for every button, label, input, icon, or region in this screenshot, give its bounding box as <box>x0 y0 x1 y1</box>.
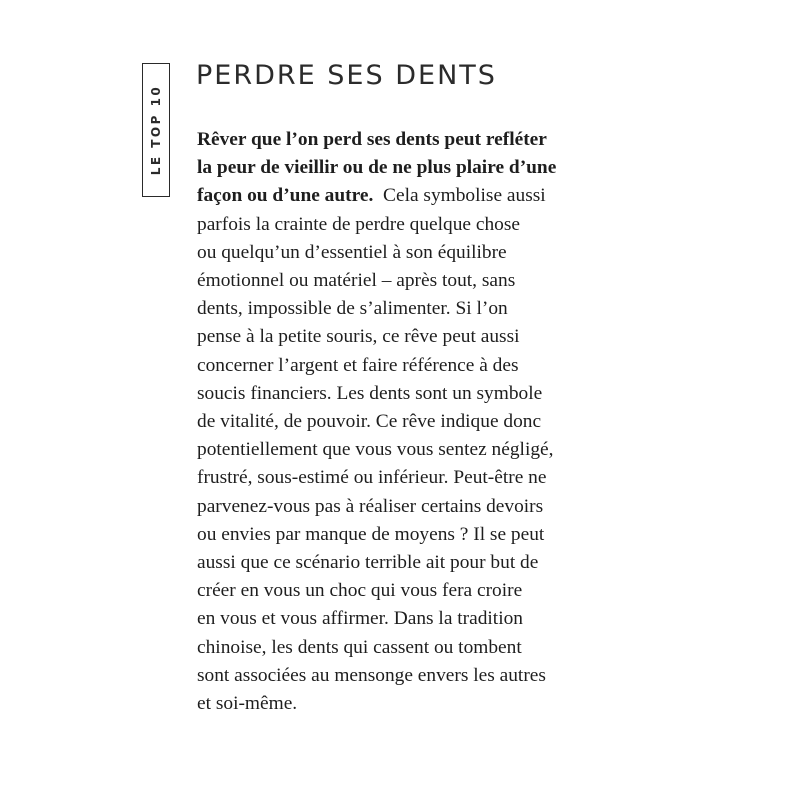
text-line <box>197 380 617 408</box>
section-tab <box>142 63 170 197</box>
text-line <box>197 154 617 182</box>
lead-text: Rêver que l’on perd ses dents peut refléter <box>197 129 547 150</box>
body-text-segment: aussi que ce scénario terrible ait pour but de <box>197 552 539 574</box>
article-body <box>197 126 617 718</box>
body-text-segment: ou quelqu’un d’essentiel à son équilibre <box>197 241 507 263</box>
text-line <box>197 182 617 210</box>
text-line <box>197 436 617 464</box>
text-line <box>197 549 617 577</box>
lead-text: façon ou d’une autre. <box>197 185 374 207</box>
body-text-segment: Cela symbolise aussi <box>373 185 546 207</box>
body-text-segment: de vitalité, de pouvoir. Ce rêve indique donc <box>197 411 542 433</box>
text-line <box>197 408 617 436</box>
lead-text: la peur de vieillir ou de ne plus plaire d’une <box>197 157 557 179</box>
body-text-segment: dents, impossible de s’alimenter. Si l’on <box>197 298 508 320</box>
body-text-segment: potentiellement que vous vous sentez négligé, <box>197 439 554 461</box>
text-line <box>197 352 617 380</box>
body-text-segment: créer en vous un choc qui vous fera croire <box>197 580 523 602</box>
body-text-segment: ou envies par manque de moyens ? Il se peut <box>197 523 545 545</box>
text-line <box>197 605 617 633</box>
text-line <box>197 267 617 295</box>
text-line <box>197 634 617 662</box>
page-title: PERDRE SES DENTS <box>196 60 497 91</box>
body-text-segment: concerner l’argent et faire référence à des <box>197 354 519 376</box>
body-text-segment: parvenez-vous pas à réaliser certains devoirs <box>197 495 544 517</box>
text-line <box>197 690 617 718</box>
text-line <box>197 211 617 239</box>
body-text-segment: parfois la crainte de perdre quelque chose <box>197 213 521 235</box>
text-line <box>197 464 617 492</box>
body-text-segment: sont associées au mensonge envers les autres <box>197 664 546 686</box>
text-line <box>197 295 617 323</box>
body-text-segment: en vous et vous affirmer. Dans la tradition <box>197 608 523 630</box>
body-text-segment: chinoise, les dents qui cassent ou tombent <box>197 636 522 658</box>
text-line <box>197 323 617 351</box>
section-tab-label: LE TOP 10 <box>149 84 163 176</box>
text-line <box>197 521 617 549</box>
text-line <box>197 577 617 605</box>
body-text-segment: frustré, sous-estimé ou inférieur. Peut-être ne <box>197 467 547 489</box>
text-line <box>197 662 617 690</box>
text-line <box>197 493 617 521</box>
body-text-segment: et soi-même. <box>197 693 298 715</box>
body-text-segment: pense à la petite souris, ce rêve peut aussi <box>197 326 520 348</box>
text-line <box>197 126 617 154</box>
body-text-segment: soucis financiers. Les dents sont un symbole <box>197 382 543 404</box>
body-text-segment: émotionnel ou matériel – après tout, sans <box>197 270 516 292</box>
text-line <box>197 239 617 267</box>
